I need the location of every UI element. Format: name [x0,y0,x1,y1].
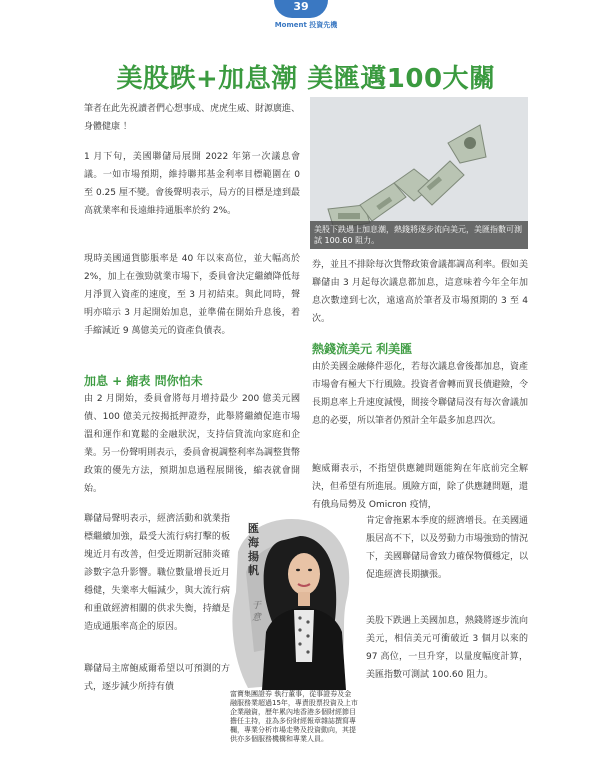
paragraph-2: 現時美國通貨膨脹率是 40 年以來高位，並大幅高於 2%，加上在強勁就業市場下，委員會決定繼續降低每月淨買入資產的速度，至 3 月初結束。與此同時，聲明亦暗示 3 月起開始加息，並準備在開始升息後，着手縮減近 9 萬億美元的資產負債表。 [84,254,300,336]
paragraph-3: 由 2 月開始，委員會將每月增持最少 200 億美元國債、100 億美元按揭抵押證券，此舉將繼續促進市場溫和運作和寬鬆的金融狀況，支持信貸流向家庭和企業。另一份聲明則表示，委員會視調整利率為調整貨幣政策的優先方法，預期加息過程展開後，縮表就會開始。 [84,394,300,494]
paragraph-7: 由於美國金融條件惡化，若每次議息會後都加息，資產市場會有極大下行風險。投資者會轉而買長債避險，令長期息率上升速度減慢，間接令聯儲局沒有每次會議加息的必要，所以筆者仍預計全年最多加息四次。 [312,362,528,426]
subheading-2: 熱錢流美元 利美匯 [312,342,413,356]
currency-arrow-photo [310,97,528,249]
photo-caption: 美股下跌遇上加息潮，熱錢將逐步流向美元，美匯指數可測試 100.60 阻力。 [310,221,528,249]
subheading-1: 加息 + 縮表 問你怕未 [84,374,203,388]
intro-paragraph: 筆者在此先祝讀者們心想事成、虎虎生威、財源廣進、身體健康 ！ [84,104,300,132]
author-signature: 于意 [252,601,262,623]
paragraph-8: 鮑威爾表示，不指望供應鏈問題能夠在年底前完全解決，但希望有所進展。風險方面，除了供應鏈問題，還有俄烏局勢及 Omicron 疫情， [312,464,528,510]
page-number-badge: 39 [274,0,328,18]
article-headline: 美股跌+加息潮 美匯邁100大關 [116,64,496,94]
paragraph-6: 券，並且不排除每次貨幣政策會議都調高利率。假如美聯儲由 3 月起每次議息都加息，這意味着今年全年加息次數達到七次，遠遠高於筆者及市場預期的 3 至 4 次。 [312,260,528,324]
section-tag: Moment 投資先機 [274,21,338,29]
author-column-name: 匯海揚帆 [248,522,259,577]
paragraph-10: 美股下跌遇上美國加息，熱錢將逐步流向美元，相信美元可衝破近 3 個月以來的 97 高位，一旦升穿，以量度幅度計算，美匯指數可測試 100.60 阻力。 [366,616,528,680]
paragraph-5: 聯儲局主席鮑威爾希望以可預測的方式，逐步減少所持有債 [84,664,230,692]
author-bio: 富寶集團證券 執行董事，從事證券及金融服務業超過15年，專責股票投資及上市企業融資，歷年累內地香港多個財經節目擔任主持，並為多份財經報章雜誌撰寫專欄，專業分析市場走勢及投資動向，其提供亦多個服務機構和專業人員。 [230,690,358,768]
paragraph-4: 聯儲局聲明表示，經濟活動和就業指標繼續加強，最受大流行病打擊的板塊近月有改善，但受近期新冠肺炎確診數字急升影響。職位數量增長近月穩健，失業率大幅減少，與大流行病和重啟經濟相關的供求失衡，持續是造成通脹率高企的原因。 [84,514,230,632]
paragraph-1: 1 月下旬，美國聯儲局展開 2022 年第一次議息會議。一如市場預期，維持聯邦基金利率目標範圍在 0 至 0.25 厘不變。會後聲明表示，局方的目標是達到最高就業率和長遠維持通脹率於約 2%。 [84,152,300,216]
paragraph-9: 肯定會拖累本季度的經濟增長。在美國通脹居高不下，以及勞動力市場強勁的情況下，美國聯儲局會致力確保物價穩定，以促進經濟長期擴張。 [366,516,528,580]
